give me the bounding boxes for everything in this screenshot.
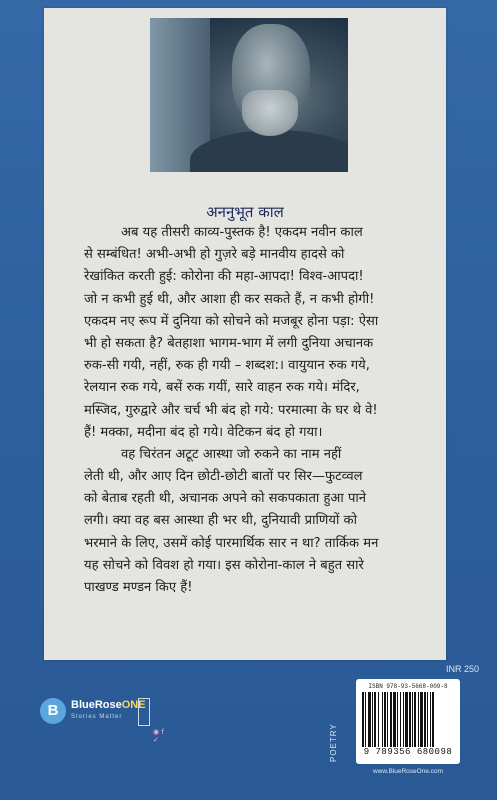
text-line: लेती थी, और आए दिन छोटी-छोटी बातों पर सिर—फुटव्वल: [84, 469, 363, 485]
text-line: को बेताब रहती थी, अचानक अपने को सकपकाता हुआ पाने: [84, 491, 367, 507]
text-line: वह चिरंतन अटूट आस्था जो रुकने का नाम नहीं: [121, 446, 342, 462]
publisher-logo: [40, 694, 170, 744]
text-line: यह सोचने को विवश हो गया। इस कोरोना-काल ने बहुत सारे: [84, 557, 364, 573]
isbn-barcode: [356, 679, 460, 764]
paragraph-1: [84, 222, 440, 444]
publisher-tagline: Stories Matter: [71, 714, 123, 720]
social-icons: ◉ f ✓: [153, 728, 164, 744]
price-label: INR 250: [445, 664, 479, 674]
publisher-name: BlueRoseONE: [71, 699, 146, 711]
text-line: रेखांकित करती हुई: कोरोना की महा-आपदा! विश्व-आपदा!: [84, 269, 364, 285]
text-line: हैं! मक्का, मदीना बंद हो गये। वेटिकन बंद हो गया।: [84, 424, 323, 440]
paragraph-2: [84, 444, 440, 599]
text-line: पाखण्ड मण्डन किए हैं!: [84, 580, 193, 595]
author-photo: [150, 18, 348, 172]
publisher-badge: [138, 698, 150, 726]
text-line: रेलयान रुक गये, बसें रुक गयीं, सारे वाहन रुक गये। मंदिर,: [84, 380, 360, 396]
publisher-website: www.BlueRoseOne.com: [372, 768, 444, 775]
text-line: अब यह तीसरी काव्य-पुस्तक है! एकदम नवीन काल: [121, 225, 363, 240]
text-line: लगी। क्या वह बस आस्था ही भर थी, दुनियावी प्राणियों को: [84, 513, 357, 529]
genre-label: POETRY: [329, 723, 338, 762]
isbn-digits: 9 789356 680098: [363, 747, 453, 757]
text-line: एकदम नए रूप में दुनिया को सोचने को मजबूर होना पड़ा: ऐसा: [84, 313, 379, 329]
text-line: से सम्बंधित! अभी-अभी हो गुज़रे बड़े मानवीय हादसे को: [84, 247, 345, 263]
bluerose-logo-icon: B: [40, 698, 66, 724]
text-panel: [44, 8, 446, 660]
barcode-bars: [362, 692, 454, 747]
text-line: रुक-सी गयी, नहीं, रुक ही गयी – शब्दश:। वायुयान रुक गये,: [84, 358, 370, 374]
isbn-text: ISBN 978-93-5668-009-8: [368, 683, 448, 690]
text-line: भरमाने के लिए, उसमें कोई पारमार्थिक सार न था? तार्किक मन: [84, 535, 379, 551]
text-line: जो न कभी हुई थी, और आशा ही कर सकते हैं, न कभी होगी!: [84, 291, 375, 307]
text-line: भी हो सकता है? बेतहाशा भागम-भाग में लगी दुनिया अचानक: [84, 335, 374, 351]
blurb-title: अननुभूत काल: [206, 203, 284, 221]
blurb-text: [84, 222, 440, 599]
text-line: मस्जिद, गुरुद्वारे और चर्च भी बंद हो गये: परमात्मा के घर थे वे!: [84, 402, 378, 418]
